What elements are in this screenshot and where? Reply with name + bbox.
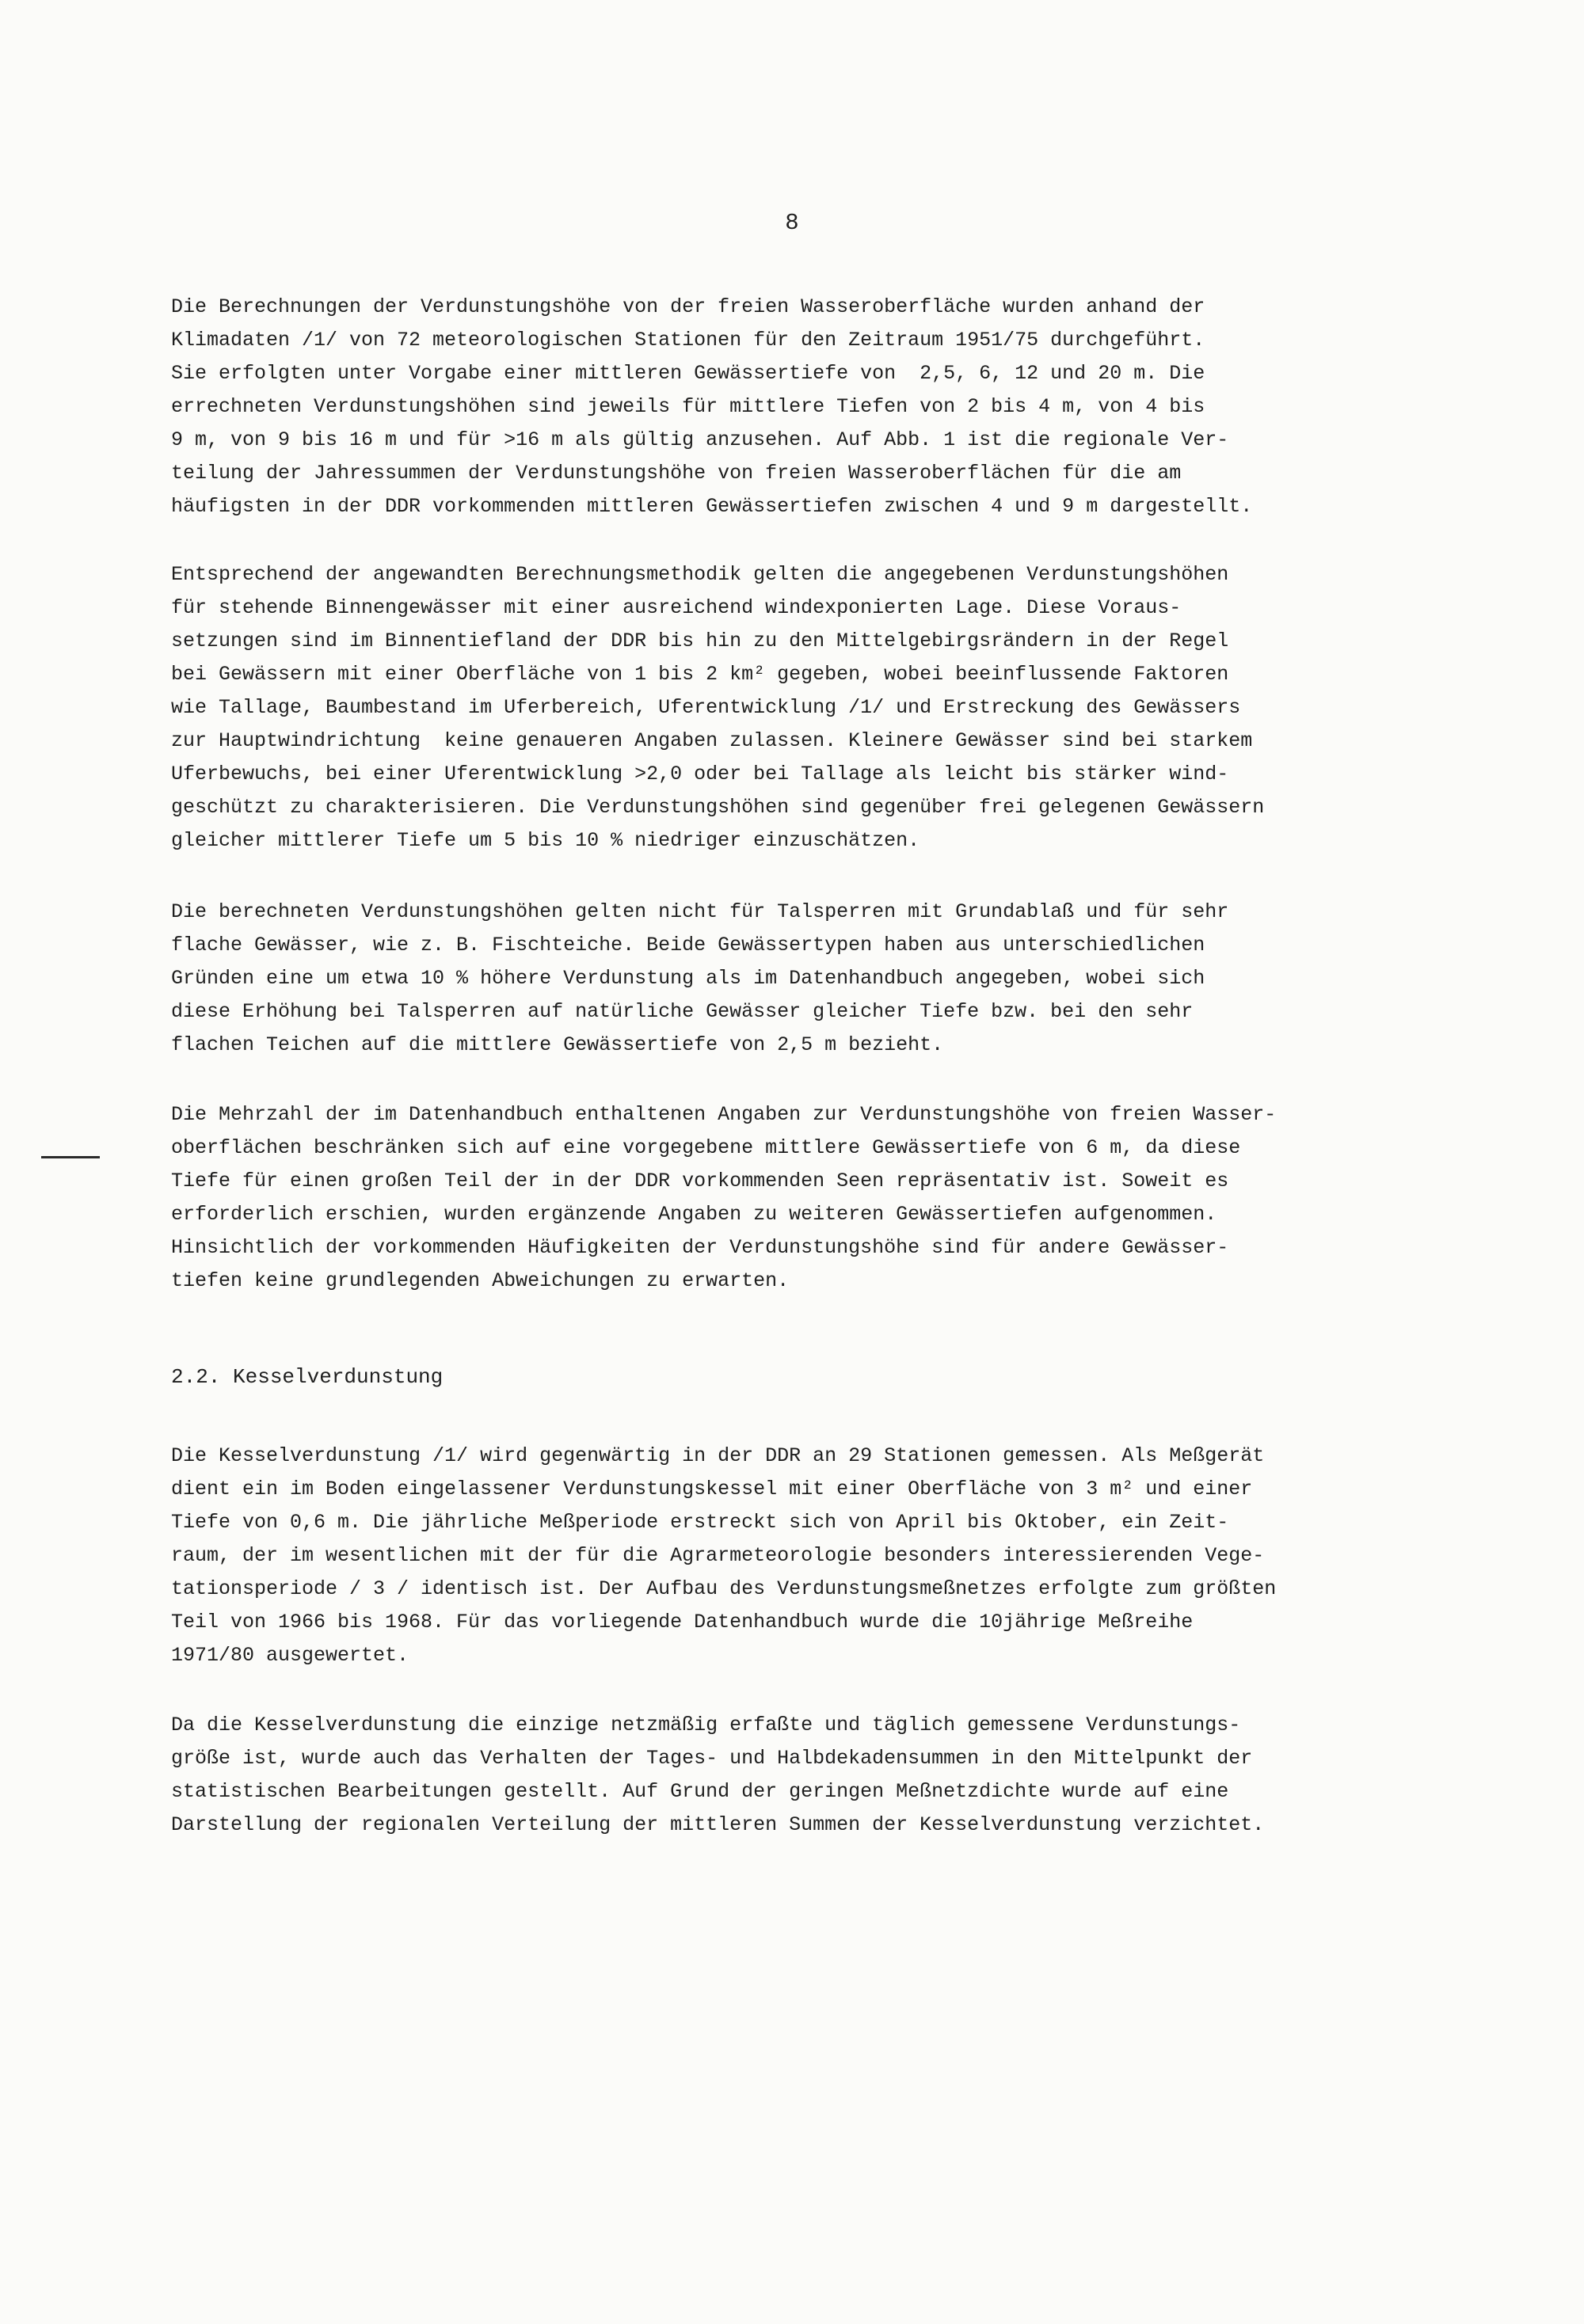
paragraph [171,1098,1454,1298]
text-line: geschützt zu charakterisieren. Die Verdunstungshöhen sind gegenüber frei gelegenen Gewässern [171,796,1265,819]
text-line: Tiefe von 0,6 m. Die jährliche Meßperiode erstreckt sich von April bis Oktober, ein Zeit- [171,1511,1229,1534]
text-line: zur Hauptwindrichtung keine genaueren Angaben zulassen. Kleinere Gewässer sind bei starkem [171,729,1253,752]
text-line: bei Gewässern mit einer Oberfläche von 1 bis 2 km² gegeben, wobei beeinflussende Faktoren [171,663,1229,686]
text-line: Entsprechend der angewandten Berechnungsmethodik gelten die angegebenen Verdunstungshöhen [171,563,1229,586]
text-line: Teil von 1966 bis 1968. Für das vorliegende Datenhandbuch wurde die 10jährige Meßreihe [171,1611,1194,1634]
text-line: flachen Teichen auf die mittlere Gewässertiefe von 2,5 m bezieht. [171,1033,944,1056]
text-line: 9 m, von 9 bis 16 m und für >16 m als gültig anzusehen. Auf Abb. 1 ist die regionale Ver- [171,428,1229,451]
text-line: Tiefe für einen großen Teil der in der DDR vorkommenden Seen repräsentativ ist. Soweit es [171,1170,1229,1192]
paragraph [171,1709,1454,1842]
text-line: tationsperiode / 3 / identisch ist. Der Aufbau des Verdunstungsmeßnetzes erfolgte zum größten [171,1577,1277,1600]
text-line: für stehende Binnengewässer mit einer ausreichend windexponierten Lage. Diese Voraus- [171,596,1182,619]
text-line: oberflächen beschränken sich auf eine vorgegebene mittlere Gewässertiefe von 6 m, da diese [171,1136,1241,1159]
text-line: raum, der im wesentlichen mit der für die Agrarmeteorologie besonders interessierenden Vege- [171,1544,1265,1567]
text-line: Da die Kesselverdunstung die einzige netzmäßig erfaßte und täglich gemessene Verdunstungs- [171,1714,1241,1736]
paragraph [171,896,1454,1062]
text-line: gleicher mittlerer Tiefe um 5 bis 10 % niedriger einzuschätzen. [171,829,920,852]
text-line: Sie erfolgten unter Vorgabe einer mittleren Gewässertiefe von 2,5, 6, 12 und 20 m. Die [171,362,1205,385]
paragraph [171,1440,1454,1672]
text-line: diese Erhöhung bei Talsperren auf natürliche Gewässer gleicher Tiefe bzw. bei den sehr [171,1000,1194,1023]
text-line: errechneten Verdunstungshöhen sind jeweils für mittlere Tiefen von 2 bis 4 m, von 4 bis [171,395,1205,418]
section-heading: 2.2. Kesselverdunstung [171,1365,444,1389]
text-line: dient ein im Boden eingelassener Verdunstungskessel mit einer Oberfläche von 3 m² und einer [171,1478,1253,1501]
page-number: 8 [785,210,799,236]
paragraph [171,558,1454,858]
text-line: häufigsten in der DDR vorkommenden mittleren Gewässertiefen zwischen 4 und 9 m dargestellt. [171,495,1253,518]
text-line: 1971/80 ausgewertet. [171,1644,409,1667]
text-line: setzungen sind im Binnentiefland der DDR bis hin zu den Mittelgebirgsrändern in der Regel [171,629,1229,652]
text-line: flache Gewässer, wie z. B. Fischteiche. Beide Gewässertypen haben aus unterschiedlichen [171,934,1205,957]
text-line: Klimadaten /1/ von 72 meteorologischen Stationen für den Zeitraum 1951/75 durchgeführt. [171,329,1205,352]
text-line: tiefen keine grundlegenden Abweichungen zu erwarten. [171,1269,790,1292]
text-line: Gründen eine um etwa 10 % höhere Verdunstung als im Datenhandbuch angegeben, wobei sich [171,967,1205,990]
text-line: Die Kesselverdunstung /1/ wird gegenwärtig in der DDR an 29 Stationen gemessen. Als Meßgerät [171,1444,1265,1467]
text-line: erforderlich erschien, wurden ergänzende Angaben zu weiteren Gewässertiefen aufgenommen. [171,1203,1217,1226]
text-line: Uferbewuchs, bei einer Uferentwicklung >2,0 oder bei Tallage als leicht bis stärker wind- [171,763,1229,785]
text-line: Die Mehrzahl der im Datenhandbuch enthaltenen Angaben zur Verdunstungshöhe von freien Wasser- [171,1103,1277,1126]
text-line: Hinsichtlich der vorkommenden Häufigkeiten der Verdunstungshöhe sind für andere Gewässer- [171,1236,1229,1259]
text-line: statistischen Bearbeitungen gestellt. Auf Grund der geringen Meßnetzdichte wurde auf eine [171,1780,1229,1803]
paragraph [171,291,1454,523]
text-line: größe ist, wurde auch das Verhalten der Tages- und Halbdekadensummen in den Mittelpunkt der [171,1747,1253,1770]
text-line: Die berechneten Verdunstungshöhen gelten nicht für Talsperren mit Grundablaß und für sehr [171,900,1229,923]
text-line: Darstellung der regionalen Verteilung der mittleren Summen der Kesselverdunstung verzichtet. [171,1813,1265,1836]
text-line: Die Berechnungen der Verdunstungshöhe von der freien Wasseroberfläche wurden anhand der [171,295,1205,318]
text-line: wie Tallage, Baumbestand im Uferbereich, Uferentwicklung /1/ und Erstreckung des Gewässers [171,696,1241,719]
margin-mark [41,1156,100,1158]
text-line: teilung der Jahressummen der Verdunstungshöhe von freien Wasseroberflächen für die am [171,462,1182,485]
